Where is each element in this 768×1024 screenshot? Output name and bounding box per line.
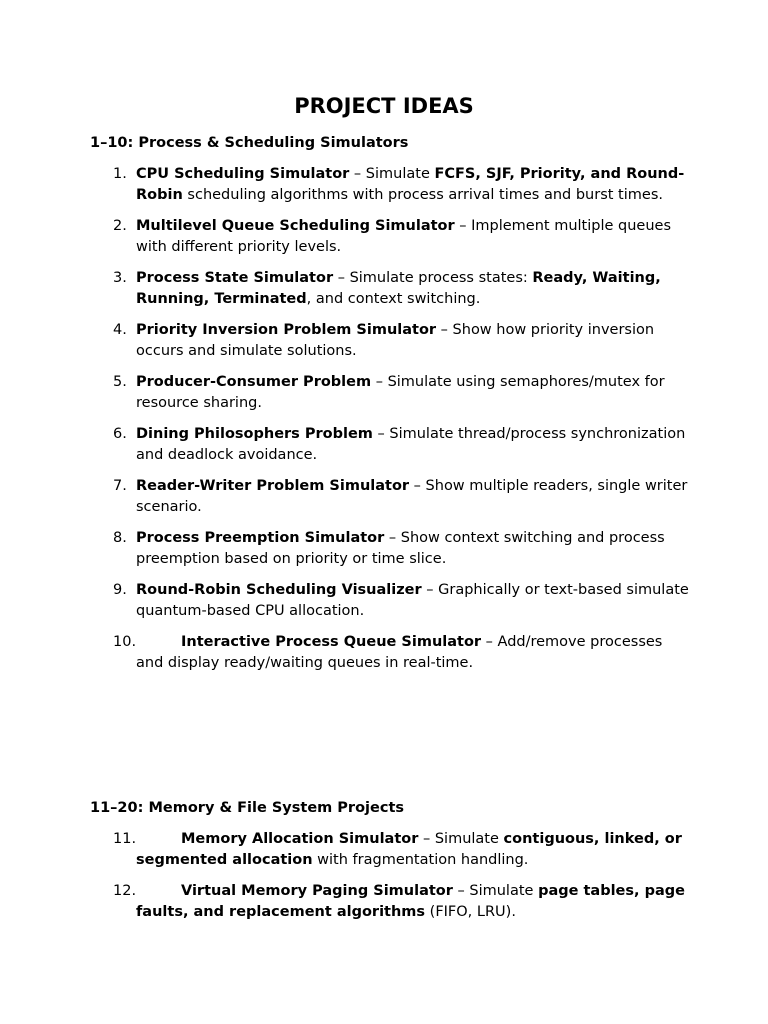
list-item xyxy=(90,216,690,258)
project-name: Virtual Memory Paging Simulator xyxy=(181,883,453,899)
list-item xyxy=(90,320,690,362)
description: (FIFO, LRU). xyxy=(425,904,516,920)
project-name: Reader-Writer Problem Simulator xyxy=(136,478,410,494)
project-name: Process State Simulator xyxy=(136,270,334,286)
separator: – xyxy=(418,831,435,847)
project-name: Process Preemption Simulator xyxy=(136,530,385,546)
project-name: Memory Allocation Simulator xyxy=(181,831,419,847)
project-name: Dining Philosophers Problem xyxy=(136,426,373,442)
list-item xyxy=(90,528,690,570)
list-item xyxy=(90,476,690,518)
item-number: 2. xyxy=(113,218,127,234)
page-title: PROJECT IDEAS xyxy=(294,94,474,118)
separator: – xyxy=(454,218,472,234)
list-item xyxy=(90,580,690,622)
project-name: Interactive Process Queue Simulator xyxy=(181,634,482,650)
separator: – xyxy=(349,166,366,182)
item-number: 8. xyxy=(113,530,127,546)
item-number: 3. xyxy=(113,270,127,286)
separator: – xyxy=(452,883,470,899)
description: Simulate xyxy=(434,831,504,847)
section-heading: 11–20: Memory & File System Projects xyxy=(90,800,405,816)
separator: – xyxy=(436,322,453,338)
project-name: CPU Scheduling Simulator xyxy=(136,166,350,182)
item-number: 9. xyxy=(113,582,127,598)
description: with fragmentation handling. xyxy=(312,852,529,868)
description-bold: FCFS, SJF, Priority, and Round-Robin xyxy=(136,166,685,203)
item-number: 11. xyxy=(113,831,137,847)
separator: – xyxy=(421,582,439,598)
item-number: 7. xyxy=(113,478,127,494)
description: Add/remove processes and display ready/waiting queues in real-time. xyxy=(136,634,663,671)
separator: – xyxy=(409,478,426,494)
project-list xyxy=(90,829,690,923)
item-number: 10. xyxy=(113,634,137,650)
project-name: Round-Robin Scheduling Visualizer xyxy=(136,582,422,598)
separator: – xyxy=(481,634,498,650)
description: , and context switching. xyxy=(306,291,481,307)
description: Simulate process states: xyxy=(349,270,533,286)
list-item xyxy=(90,829,690,871)
project-name: Multilevel Queue Scheduling Simulator xyxy=(136,218,455,234)
description-bold: Ready, Waiting, Running, Terminated xyxy=(136,270,661,307)
item-number: 4. xyxy=(113,322,127,338)
list-item xyxy=(90,632,690,674)
list-item xyxy=(90,881,690,923)
list-item xyxy=(90,372,690,414)
description: scheduling algorithms with process arrival times and burst times. xyxy=(182,187,663,203)
description: Graphically or text-based simulate quantum-based CPU allocation. xyxy=(136,582,689,619)
project-list xyxy=(90,164,690,674)
project-name: Producer-Consumer Problem xyxy=(136,374,372,390)
description: Simulate xyxy=(365,166,435,182)
separator: – xyxy=(384,530,401,546)
separator: – xyxy=(371,374,388,390)
list-item xyxy=(90,164,690,206)
project-name: Priority Inversion Problem Simulator xyxy=(136,322,437,338)
description-bold: page tables, page faults, and replacement algorithms xyxy=(136,883,685,920)
list-item xyxy=(90,268,690,310)
description: Implement multiple queues with different priority levels. xyxy=(136,218,672,255)
description: Show context switching and process preemption based on priority or time slice. xyxy=(136,530,665,567)
section-heading: 1–10: Process & Scheduling Simulators xyxy=(90,135,409,151)
description: Show multiple readers, single writer scenario. xyxy=(136,478,688,515)
list-item xyxy=(90,424,690,466)
description: Simulate thread/process synchronization and deadlock avoidance. xyxy=(136,426,686,463)
item-number: 12. xyxy=(113,883,137,899)
separator: – xyxy=(372,426,390,442)
item-number: 5. xyxy=(113,374,127,390)
item-number: 6. xyxy=(113,426,127,442)
description: Simulate using semaphores/mutex for resource sharing. xyxy=(136,374,665,411)
separator: – xyxy=(333,270,350,286)
description-bold: contiguous, linked, or segmented allocation xyxy=(136,831,682,868)
description: Simulate xyxy=(469,883,539,899)
description: Show how priority inversion occurs and simulate solutions. xyxy=(136,322,655,359)
item-number: 1. xyxy=(113,166,127,182)
section-process-scheduling xyxy=(90,133,690,684)
section-memory-file-system xyxy=(90,798,690,933)
